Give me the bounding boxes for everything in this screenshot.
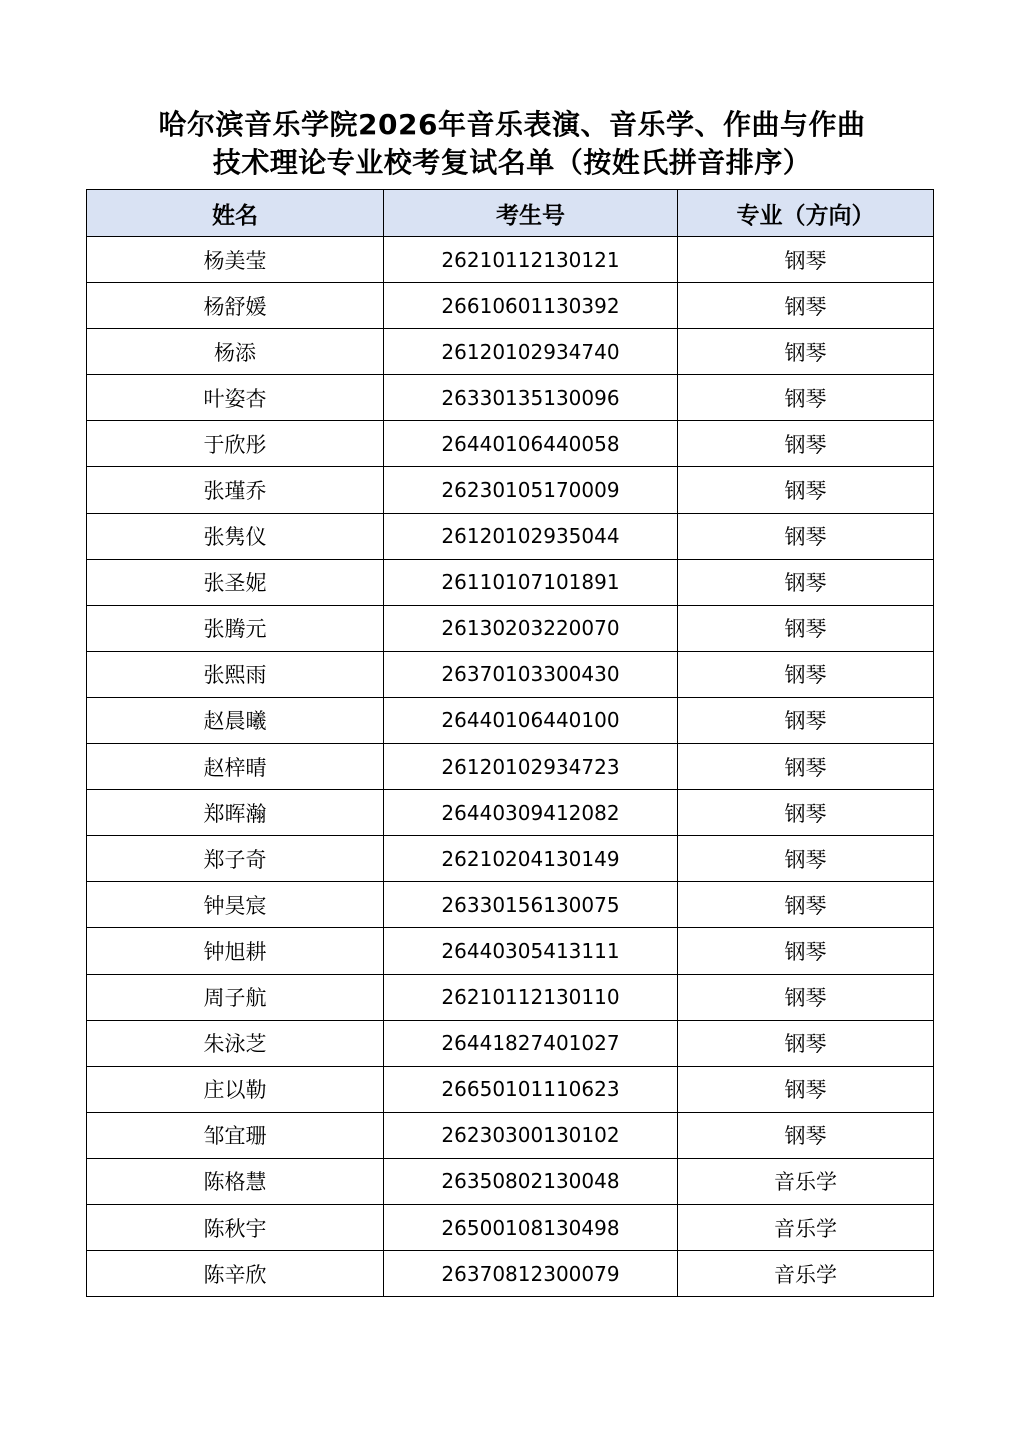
table-row [87, 744, 934, 790]
table-row [87, 1251, 934, 1297]
cell-major: 钢琴 [678, 329, 934, 375]
table-body [87, 237, 934, 1297]
title-line-2: 技术理论专业校考复试名单（按姓氏拼音排序） [212, 146, 812, 179]
cell-name: 张瑾乔 [87, 467, 384, 513]
cell-major: 钢琴 [678, 375, 934, 421]
table-row [87, 1066, 934, 1112]
table-row [87, 1204, 934, 1250]
cell-name: 庄以勒 [87, 1066, 384, 1112]
cell-major: 钢琴 [678, 651, 934, 697]
header-major: 专业（方向） [678, 190, 934, 237]
table-row [87, 1158, 934, 1204]
cell-name: 钟昊宸 [87, 882, 384, 928]
cell-major: 钢琴 [678, 836, 934, 882]
cell-major: 钢琴 [678, 697, 934, 743]
table-row [87, 559, 934, 605]
table-row [87, 651, 934, 697]
cell-exam-id: 26610601130392 [384, 283, 678, 329]
cell-name: 周子航 [87, 974, 384, 1020]
cell-major: 音乐学 [678, 1158, 934, 1204]
cell-exam-id: 26350802130048 [384, 1158, 678, 1204]
cell-major: 钢琴 [678, 559, 934, 605]
cell-exam-id: 26210112130121 [384, 237, 678, 283]
table-row [87, 375, 934, 421]
cell-major: 音乐学 [678, 1251, 934, 1297]
header-exam-id: 考生号 [384, 190, 678, 237]
cell-major: 钢琴 [678, 928, 934, 974]
title-line-1: 哈尔滨音乐学院2026年音乐表演、音乐学、作曲与作曲 [158, 108, 866, 141]
cell-exam-id: 26210112130110 [384, 974, 678, 1020]
cell-exam-id: 26370103300430 [384, 651, 678, 697]
cell-name: 张圣妮 [87, 559, 384, 605]
cell-major: 钢琴 [678, 1020, 934, 1066]
cell-major: 钢琴 [678, 467, 934, 513]
cell-major: 钢琴 [678, 421, 934, 467]
cell-major: 钢琴 [678, 974, 934, 1020]
cell-name: 朱泳芝 [87, 1020, 384, 1066]
cell-name: 张熙雨 [87, 651, 384, 697]
table-row [87, 605, 934, 651]
cell-major: 音乐学 [678, 1204, 934, 1250]
candidate-table [86, 189, 934, 1297]
cell-name: 邹宜珊 [87, 1112, 384, 1158]
cell-exam-id: 26330156130075 [384, 882, 678, 928]
cell-exam-id: 26330135130096 [384, 375, 678, 421]
cell-name: 赵晨曦 [87, 697, 384, 743]
cell-name: 赵梓晴 [87, 744, 384, 790]
cell-name: 陈辛欣 [87, 1251, 384, 1297]
cell-major: 钢琴 [678, 744, 934, 790]
table-row [87, 790, 934, 836]
cell-major: 钢琴 [678, 283, 934, 329]
cell-name: 郑晖瀚 [87, 790, 384, 836]
cell-major: 钢琴 [678, 237, 934, 283]
cell-name: 张隽仪 [87, 513, 384, 559]
cell-major: 钢琴 [678, 605, 934, 651]
cell-exam-id: 26230105170009 [384, 467, 678, 513]
cell-major: 钢琴 [678, 1066, 934, 1112]
cell-exam-id: 26440106440058 [384, 421, 678, 467]
cell-name: 郑子奇 [87, 836, 384, 882]
table-row [87, 329, 934, 375]
table-row [87, 421, 934, 467]
table-row [87, 697, 934, 743]
cell-exam-id: 26440309412082 [384, 790, 678, 836]
table-row [87, 283, 934, 329]
table-row [87, 467, 934, 513]
cell-name: 叶姿杏 [87, 375, 384, 421]
cell-exam-id: 26120102934740 [384, 329, 678, 375]
document-title [0, 106, 1024, 182]
cell-name: 于欣彤 [87, 421, 384, 467]
table-row [87, 974, 934, 1020]
cell-name: 杨添 [87, 329, 384, 375]
table-row [87, 836, 934, 882]
table-row [87, 237, 934, 283]
cell-major: 钢琴 [678, 882, 934, 928]
cell-exam-id: 26130203220070 [384, 605, 678, 651]
cell-exam-id: 26230300130102 [384, 1112, 678, 1158]
table-row [87, 1112, 934, 1158]
cell-name: 杨舒媛 [87, 283, 384, 329]
cell-exam-id: 26441827401027 [384, 1020, 678, 1066]
header-name: 姓名 [87, 190, 384, 237]
cell-exam-id: 26110107101891 [384, 559, 678, 605]
cell-exam-id: 26500108130498 [384, 1204, 678, 1250]
cell-exam-id: 26210204130149 [384, 836, 678, 882]
cell-exam-id: 26650101110623 [384, 1066, 678, 1112]
cell-major: 钢琴 [678, 513, 934, 559]
table-row [87, 1020, 934, 1066]
cell-name: 钟旭耕 [87, 928, 384, 974]
cell-name: 张腾元 [87, 605, 384, 651]
cell-name: 陈秋宇 [87, 1204, 384, 1250]
cell-exam-id: 26440305413111 [384, 928, 678, 974]
cell-name: 陈格慧 [87, 1158, 384, 1204]
cell-exam-id: 26120102934723 [384, 744, 678, 790]
cell-exam-id: 26370812300079 [384, 1251, 678, 1297]
table-row [87, 513, 934, 559]
cell-major: 钢琴 [678, 790, 934, 836]
cell-name: 杨美莹 [87, 237, 384, 283]
table-header-row [87, 190, 934, 237]
cell-exam-id: 26440106440100 [384, 697, 678, 743]
table-row [87, 928, 934, 974]
table-row [87, 882, 934, 928]
cell-major: 钢琴 [678, 1112, 934, 1158]
cell-exam-id: 26120102935044 [384, 513, 678, 559]
